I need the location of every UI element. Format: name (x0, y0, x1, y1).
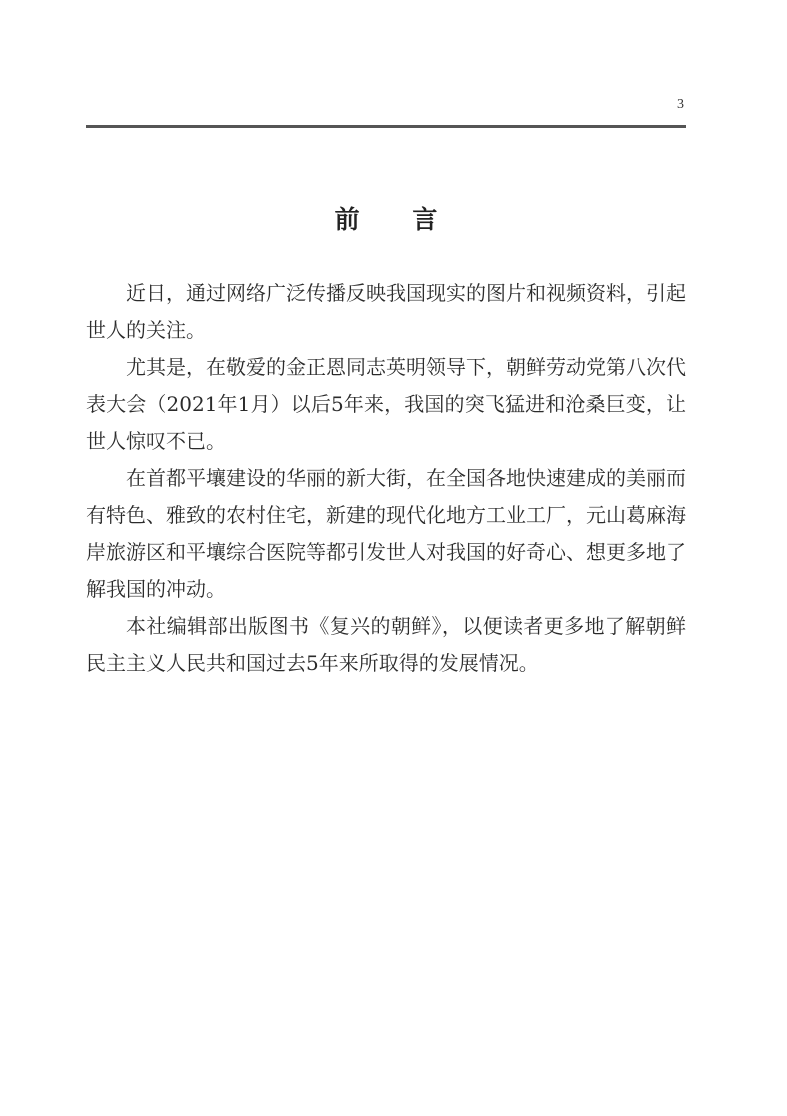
page-number: 3 (677, 97, 684, 112)
paragraph: 本社编辑部出版图书《复兴的朝鲜》，以便读者更多地了解朝鲜民主主义人民共和国过去5年来所取得的发展情况。 (86, 614, 686, 675)
paragraph: 在首都平壤建设的华丽的新大街，在全国各地快速建成的美丽而有特色、雅致的农村住宅，新建的现代化地方工业工厂，元山葛麻海岸旅游区和平壤综合医院等都引发世人对我国的好奇心、想更多地了解我国的冲动。 (86, 466, 686, 601)
preface-body (86, 275, 686, 682)
paragraph: 近日，通过网络广泛传播反映我国现实的图片和视频资料，引起世人的关注。 (86, 281, 686, 342)
page-title: 前 言 (334, 205, 460, 234)
header-rule (86, 125, 686, 128)
paragraph: 尤其是，在敬爱的金正恩同志英明领导下，朝鲜劳动党第八次代表大会（2021年1月）以后5年来，我国的突飞猛进和沧桑巨变，让世人惊叹不已。 (86, 355, 686, 453)
